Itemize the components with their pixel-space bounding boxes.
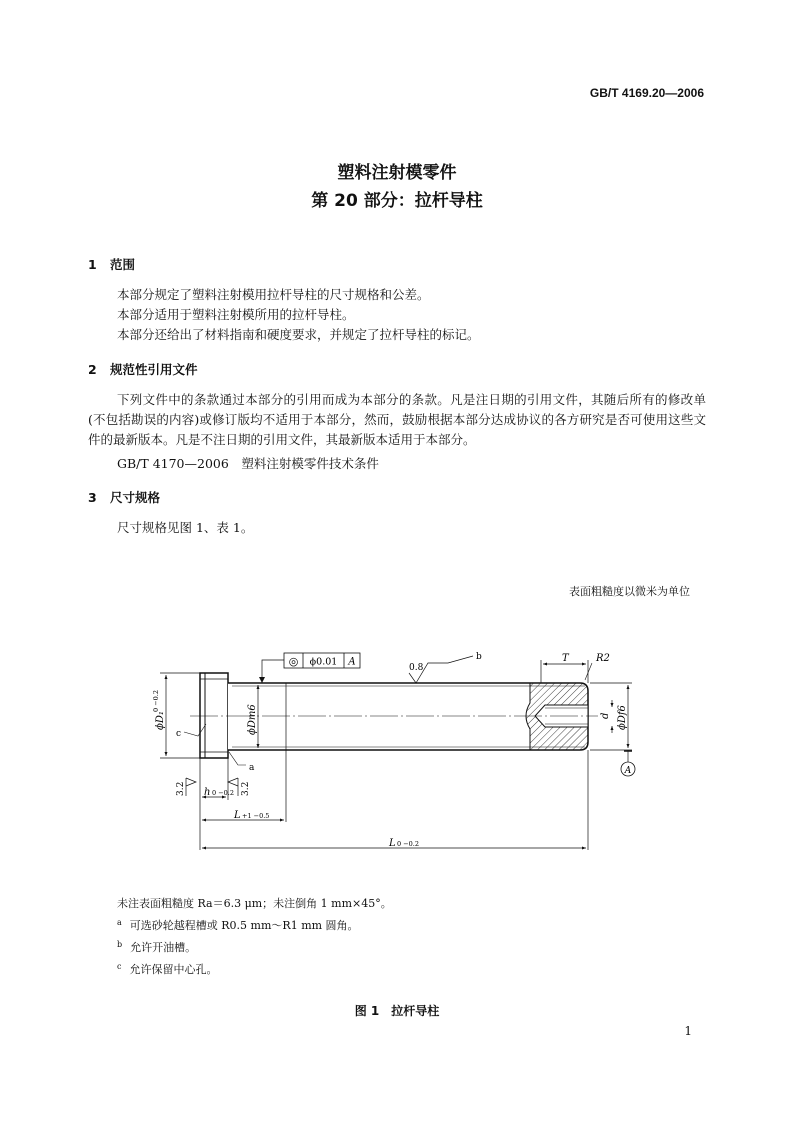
dim-t: T [562,653,569,664]
dim-h: h [204,787,211,798]
roughness-value: 3.2 [241,781,251,796]
section-2-paragraph: 下列文件中的条款通过本部分的引用而成为本部分的条款。凡是注日期的引用文件，其随后所有的修改单(不包括勘误的内容)或修订版均不适用于本部分，然而，鼓励根据本部分达成协议的各方研究是否可使用这些文件的最新版本。凡是不注日期的引用文件，其最新版本适用于本部分。 [88,392,706,447]
datum-a-symbol [621,750,635,776]
pillar-head [200,673,228,758]
dim-d-f6: ϕDf6 [617,705,628,730]
note-c-callout: c [176,729,182,739]
dim-l: L [389,838,396,849]
page-number: 1 [684,1024,692,1038]
dim-d1: ϕD₁ [155,711,166,730]
section-3-paragraph: 尺寸规格见图 1、表 1。 [117,520,254,535]
normative-reference: GB/T 4170—2006 塑料注射模零件技术条件 [117,456,379,471]
note-b-callout: b [476,652,482,662]
dim-l1: L [234,810,241,821]
figure-caption: 图 1 拉杆导柱 [354,1004,440,1018]
document-title-line2: 第 20 部分：拉杆导柱 [311,191,483,211]
note-text: 可选砂轮越程槽或 R0.5 mm～R1 mm 圆角。 [129,919,359,932]
figure-note-c [117,961,217,977]
section-title: 范围 [110,257,136,272]
dim-d1-tolerance: 0 −0.2 [152,690,160,712]
section-number: 1 [88,257,97,272]
note-a-leader [229,752,246,765]
section-1-paragraph: 本部分还给出了材料指南和硬度要求，并规定了拉杆导柱的标记。 [117,327,480,342]
note-a-callout: a [249,763,255,773]
section-1-paragraph: 本部分规定了塑料注射模用拉杆导柱的尺寸规格和公差。 [117,287,430,302]
section-number: 3 [88,490,97,505]
note-marker: c [117,962,122,971]
standard-code: GB/T 4169.20—2006 [589,86,704,100]
dim-thread-d: d [600,712,611,719]
dim-l1-tolerance: +1 −0.5 [242,812,270,820]
tolerance-value: ϕ0.01 [309,656,338,668]
section-1-paragraph: 本部分适用于塑料注射模所用的拉杆导柱。 [117,307,355,322]
concentricity-icon: ◎ [288,655,299,668]
unit-note: 表面粗糙度以微米为单位 [569,585,690,598]
roughness-value: 3.2 [176,781,186,796]
concentricity-tolerance-frame [259,653,360,683]
dim-l-tolerance: 0 −0.2 [397,840,419,848]
figure-general-note: 未注表面粗糙度 Ra＝6.3 μm；未注倒角 1 mm×45°。 [117,897,392,910]
datum-label: A [624,766,632,776]
dim-h-tolerance: 0 −0.2 [212,789,234,797]
note-text: 允许保留中心孔。 [129,963,218,976]
figure-note-a [117,917,359,933]
roughness-symbol-08 [409,652,482,683]
note-text: 允许开油槽。 [130,941,197,954]
dim-r2: R2 [596,653,610,664]
note-marker: a [117,918,122,927]
section-title: 尺寸规格 [110,490,161,505]
section-number: 2 [88,362,97,377]
document-title-line1: 塑料注射模零件 [337,163,457,183]
threaded-hole-section [526,683,588,750]
datum-reference: A [348,656,356,668]
figure-note-b [117,939,196,955]
roughness-value: 0.8 [409,663,424,673]
dim-d-m6: ϕDm6 [247,704,258,735]
note-marker: b [117,940,123,949]
roughness-symbol-32-left [176,778,196,796]
section-title: 规范性引用文件 [110,362,198,377]
